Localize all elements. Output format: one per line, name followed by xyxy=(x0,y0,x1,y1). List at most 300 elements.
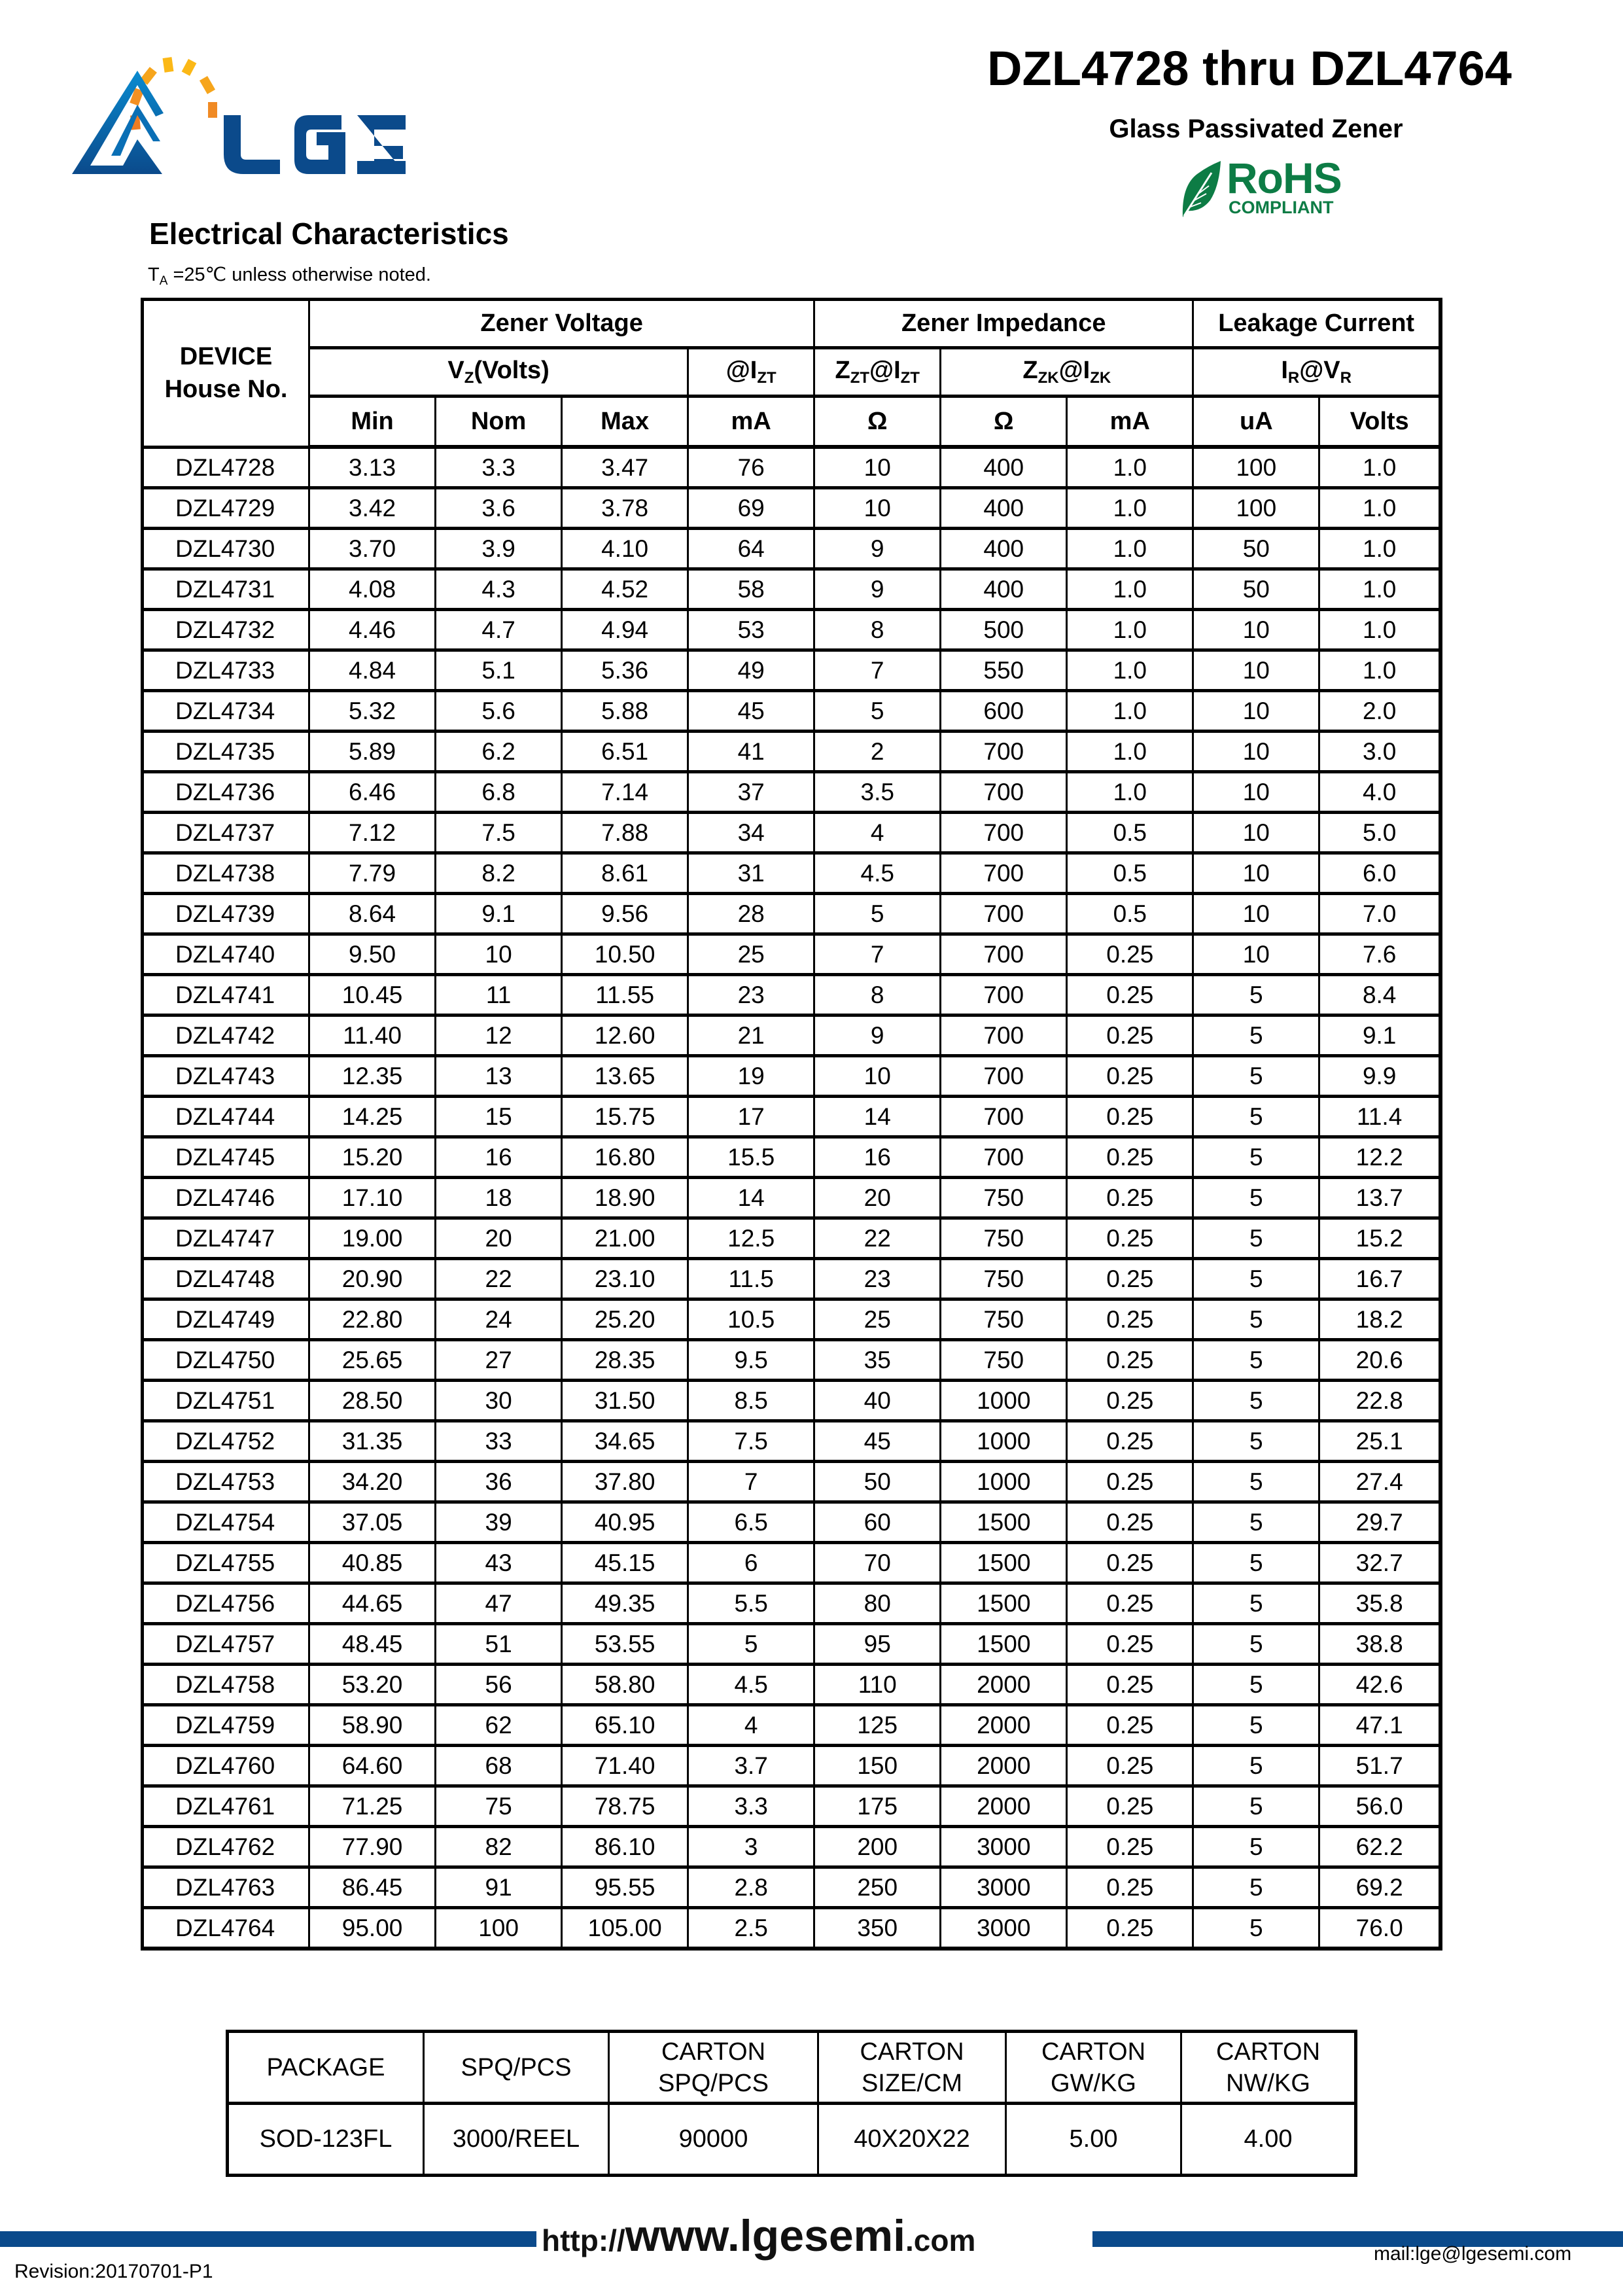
cell-izt: 25 xyxy=(688,934,814,975)
cell-vr: 15.2 xyxy=(1319,1218,1440,1259)
cell-ir: 10 xyxy=(1193,772,1319,813)
cell-vz-nom: 8.2 xyxy=(436,853,562,894)
cell-izk: 0.25 xyxy=(1067,1502,1193,1543)
cell-vz-min: 71.25 xyxy=(309,1786,436,1827)
cell-vz-max: 16.80 xyxy=(562,1137,688,1178)
cell-zzt: 80 xyxy=(814,1583,941,1624)
package-value-carton-nw: 4.00 xyxy=(1181,2104,1356,2176)
cell-vz-min: 4.08 xyxy=(309,569,436,610)
cell-vz-nom: 20 xyxy=(436,1218,562,1259)
cell-ir: 5 xyxy=(1193,1908,1319,1949)
cell-vz-max: 4.10 xyxy=(562,529,688,569)
table-row xyxy=(143,650,1441,691)
cell-ir: 5 xyxy=(1193,1016,1319,1056)
cell-vz-nom: 3.6 xyxy=(436,488,562,529)
cell-ir: 5 xyxy=(1193,1259,1319,1299)
cell-vr: 6.0 xyxy=(1319,853,1440,894)
cell-zzt: 45 xyxy=(814,1421,941,1462)
cell-izt: 7 xyxy=(688,1462,814,1502)
cell-vz-nom: 12 xyxy=(436,1016,562,1056)
cell-vr: 62.2 xyxy=(1319,1827,1440,1867)
cell-zzk: 750 xyxy=(941,1218,1067,1259)
cell-vz-nom: 51 xyxy=(436,1624,562,1665)
package-value-package: SOD-123FL xyxy=(228,2104,424,2176)
cell-izt: 76 xyxy=(688,447,814,488)
cell-vr: 1.0 xyxy=(1319,529,1440,569)
cell-ir: 5 xyxy=(1193,1543,1319,1583)
table-row xyxy=(143,447,1441,488)
cell-device: DZL4759 xyxy=(143,1705,309,1746)
rohs-badge xyxy=(1178,154,1354,220)
table-row xyxy=(143,691,1441,732)
cell-izk: 0.25 xyxy=(1067,1786,1193,1827)
cell-vz-nom: 36 xyxy=(436,1462,562,1502)
cell-izk: 0.25 xyxy=(1067,1218,1193,1259)
cell-device: DZL4735 xyxy=(143,732,309,772)
cell-zzt: 10 xyxy=(814,1056,941,1097)
cell-vz-nom: 13 xyxy=(436,1056,562,1097)
package-header-spq xyxy=(424,2032,609,2104)
cell-vz-min: 3.42 xyxy=(309,488,436,529)
cell-vz-max: 21.00 xyxy=(562,1218,688,1259)
cell-zzt: 7 xyxy=(814,934,941,975)
package-header-carton-size xyxy=(818,2032,1006,2104)
cell-vz-min: 19.00 xyxy=(309,1218,436,1259)
cell-zzk: 1500 xyxy=(941,1543,1067,1583)
cell-vz-max: 25.20 xyxy=(562,1299,688,1340)
cell-vz-nom: 10 xyxy=(436,934,562,975)
cell-izt: 6 xyxy=(688,1543,814,1583)
cell-ir: 100 xyxy=(1193,447,1319,488)
cell-ir: 50 xyxy=(1193,529,1319,569)
cell-izk: 0.5 xyxy=(1067,894,1193,934)
cell-izk: 0.25 xyxy=(1067,1543,1193,1583)
cell-zzk: 400 xyxy=(941,569,1067,610)
unit-header-zzt-ohm: Ω xyxy=(814,397,941,448)
cell-vz-min: 12.35 xyxy=(309,1056,436,1097)
cell-device: DZL4729 xyxy=(143,488,309,529)
table-row xyxy=(143,1705,1441,1746)
cell-izt: 23 xyxy=(688,975,814,1016)
cell-zzk: 700 xyxy=(941,772,1067,813)
cell-device: DZL4750 xyxy=(143,1340,309,1381)
cell-izk: 0.25 xyxy=(1067,1299,1193,1340)
package-header-line: CARTON xyxy=(860,2038,964,2066)
cell-device: DZL4745 xyxy=(143,1137,309,1178)
cell-vz-min: 64.60 xyxy=(309,1746,436,1786)
cell-izk: 0.5 xyxy=(1067,853,1193,894)
cell-vz-max: 12.60 xyxy=(562,1016,688,1056)
lge-logo-icon xyxy=(72,31,478,182)
cell-ir: 5 xyxy=(1193,1462,1319,1502)
cell-vr: 1.0 xyxy=(1319,650,1440,691)
cell-vz-nom: 18 xyxy=(436,1178,562,1218)
cell-vz-nom: 82 xyxy=(436,1827,562,1867)
vz-header: $V_Z(Volts)$ xyxy=(309,348,688,397)
cell-izt: 2.8 xyxy=(688,1867,814,1908)
table-row xyxy=(143,1340,1441,1381)
unit-header-ir-ua: uA xyxy=(1193,397,1319,448)
cell-vr: 5.0 xyxy=(1319,813,1440,853)
cell-izk: 1.0 xyxy=(1067,488,1193,529)
cell-vz-max: 6.51 xyxy=(562,732,688,772)
cell-vr: 18.2 xyxy=(1319,1299,1440,1340)
table-row xyxy=(143,1056,1441,1097)
cell-vz-max: 105.00 xyxy=(562,1908,688,1949)
cell-vz-min: 17.10 xyxy=(309,1178,436,1218)
cell-izt: 58 xyxy=(688,569,814,610)
cell-ir: 10 xyxy=(1193,934,1319,975)
cell-izt: 4 xyxy=(688,1705,814,1746)
cell-izk: 0.25 xyxy=(1067,1016,1193,1056)
cell-izt: 15.5 xyxy=(688,1137,814,1178)
cell-vz-nom: 39 xyxy=(436,1502,562,1543)
package-header-line: NW/KG xyxy=(1226,2069,1310,2097)
package-header-line: CARTON xyxy=(1215,2038,1321,2066)
cell-vr: 69.2 xyxy=(1319,1867,1440,1908)
cell-izt: 3.7 xyxy=(688,1746,814,1786)
cell-zzt: 35 xyxy=(814,1340,941,1381)
cell-vz-min: 14.25 xyxy=(309,1097,436,1137)
cell-zzt: 5 xyxy=(814,691,941,732)
cell-zzk: 700 xyxy=(941,853,1067,894)
cell-zzt: 50 xyxy=(814,1462,941,1502)
cell-vz-nom: 9.1 xyxy=(436,894,562,934)
cell-zzt: 9 xyxy=(814,569,941,610)
cell-device: DZL4752 xyxy=(143,1421,309,1462)
cell-izk: 0.25 xyxy=(1067,1665,1193,1705)
table-row xyxy=(143,1259,1441,1299)
cell-ir: 5 xyxy=(1193,1502,1319,1543)
cell-device: DZL4763 xyxy=(143,1867,309,1908)
cell-zzt: 7 xyxy=(814,650,941,691)
package-header-line: CARTON xyxy=(661,2038,766,2066)
cell-device: DZL4743 xyxy=(143,1056,309,1097)
table-row xyxy=(143,1583,1441,1624)
cell-device: DZL4753 xyxy=(143,1462,309,1502)
cell-zzt: 8 xyxy=(814,610,941,650)
cell-vz-nom: 3.3 xyxy=(436,447,562,488)
cell-izk: 0.25 xyxy=(1067,1462,1193,1502)
cell-vz-max: 49.35 xyxy=(562,1583,688,1624)
cell-device: DZL4730 xyxy=(143,529,309,569)
cell-izk: 0.5 xyxy=(1067,813,1193,853)
table-row xyxy=(143,1218,1441,1259)
cell-ir: 5 xyxy=(1193,1786,1319,1827)
table-row xyxy=(143,529,1441,569)
cell-device: DZL4733 xyxy=(143,650,309,691)
footer-bar-left xyxy=(0,2231,536,2247)
cell-device: DZL4754 xyxy=(143,1502,309,1543)
table-row xyxy=(143,1381,1441,1421)
cell-ir: 5 xyxy=(1193,1746,1319,1786)
cell-zzt: 350 xyxy=(814,1908,941,1949)
cell-vz-max: 71.40 xyxy=(562,1746,688,1786)
condition-subscript: A xyxy=(159,274,168,288)
cell-ir: 5 xyxy=(1193,1218,1319,1259)
table-row xyxy=(143,894,1441,934)
cell-izt: 6.5 xyxy=(688,1502,814,1543)
cell-ir: 5 xyxy=(1193,975,1319,1016)
cell-zzt: 110 xyxy=(814,1665,941,1705)
cell-zzt: 10 xyxy=(814,447,941,488)
document-subtitle: Glass Passivated Zener xyxy=(1109,115,1403,143)
table-row xyxy=(143,1543,1441,1583)
cell-vz-nom: 15 xyxy=(436,1097,562,1137)
leakage-current-header: Leakage Current xyxy=(1193,300,1440,348)
cell-izt: 12.5 xyxy=(688,1218,814,1259)
table-row xyxy=(143,610,1441,650)
cell-izt: 7.5 xyxy=(688,1421,814,1462)
cell-vz-max: 95.55 xyxy=(562,1867,688,1908)
cell-zzt: 9 xyxy=(814,1016,941,1056)
lge-wordmark xyxy=(224,115,406,174)
cell-vz-nom: 91 xyxy=(436,1867,562,1908)
cell-vz-nom: 100 xyxy=(436,1908,562,1949)
cell-device: DZL4749 xyxy=(143,1299,309,1340)
cell-vr: 8.4 xyxy=(1319,975,1440,1016)
cell-vz-min: 44.65 xyxy=(309,1583,436,1624)
cell-vz-max: 18.90 xyxy=(562,1178,688,1218)
cell-vz-nom: 6.2 xyxy=(436,732,562,772)
contact-email[interactable]: mail:lge@lgesemi.com xyxy=(1374,2243,1572,2265)
cell-izk: 0.25 xyxy=(1067,975,1193,1016)
cell-vz-nom: 24 xyxy=(436,1299,562,1340)
table-row xyxy=(143,934,1441,975)
cell-zzk: 2000 xyxy=(941,1746,1067,1786)
cell-vz-max: 65.10 xyxy=(562,1705,688,1746)
cell-vz-nom: 22 xyxy=(436,1259,562,1299)
cell-vz-max: 4.52 xyxy=(562,569,688,610)
table-row xyxy=(143,1827,1441,1867)
cell-ir: 5 xyxy=(1193,1381,1319,1421)
cell-vz-nom: 33 xyxy=(436,1421,562,1462)
cell-vz-nom: 7.5 xyxy=(436,813,562,853)
cell-vz-max: 4.94 xyxy=(562,610,688,650)
cell-izt: 45 xyxy=(688,691,814,732)
table-row xyxy=(143,975,1441,1016)
device-header-line2: House No. xyxy=(164,376,288,404)
cell-ir: 5 xyxy=(1193,1299,1319,1340)
url-main: www.lgesemi xyxy=(625,2211,906,2261)
cell-vz-max: 3.47 xyxy=(562,447,688,488)
package-header-carton-spq xyxy=(609,2032,818,2104)
cell-ir: 10 xyxy=(1193,813,1319,853)
company-logo xyxy=(72,31,478,182)
cell-vz-max: 15.75 xyxy=(562,1097,688,1137)
cell-zzt: 8 xyxy=(814,975,941,1016)
cell-izk: 1.0 xyxy=(1067,772,1193,813)
cell-ir: 5 xyxy=(1193,1705,1319,1746)
table-row xyxy=(143,1016,1441,1056)
cell-device: DZL4751 xyxy=(143,1381,309,1421)
cell-izt: 3.3 xyxy=(688,1786,814,1827)
cell-zzk: 2000 xyxy=(941,1665,1067,1705)
table-row xyxy=(143,732,1441,772)
cell-izk: 1.0 xyxy=(1067,569,1193,610)
cell-izk: 1.0 xyxy=(1067,691,1193,732)
table-row xyxy=(143,569,1441,610)
cell-zzk: 600 xyxy=(941,691,1067,732)
cell-vz-min: 48.45 xyxy=(309,1624,436,1665)
cell-vz-max: 13.65 xyxy=(562,1056,688,1097)
cell-vz-min: 4.84 xyxy=(309,650,436,691)
cell-vr: 11.4 xyxy=(1319,1097,1440,1137)
cell-izk: 0.25 xyxy=(1067,1746,1193,1786)
table-row xyxy=(143,1137,1441,1178)
cell-zzk: 1000 xyxy=(941,1462,1067,1502)
cell-vz-nom: 5.6 xyxy=(436,691,562,732)
cell-vr: 13.7 xyxy=(1319,1178,1440,1218)
cell-vz-min: 8.64 xyxy=(309,894,436,934)
cell-izt: 49 xyxy=(688,650,814,691)
package-value-carton-gw: 5.00 xyxy=(1006,2104,1181,2176)
cell-vz-min: 7.12 xyxy=(309,813,436,853)
unit-header-zzk-ohm: Ω xyxy=(941,397,1067,448)
cell-izt: 37 xyxy=(688,772,814,813)
cell-vz-nom: 27 xyxy=(436,1340,562,1381)
cell-vr: 27.4 xyxy=(1319,1462,1440,1502)
cell-izk: 0.25 xyxy=(1067,1340,1193,1381)
cell-zzt: 200 xyxy=(814,1827,941,1867)
cell-vr: 20.6 xyxy=(1319,1340,1440,1381)
package-header-carton-nw xyxy=(1181,2032,1356,2104)
cell-vz-max: 10.50 xyxy=(562,934,688,975)
cell-vr: 16.7 xyxy=(1319,1259,1440,1299)
table-row xyxy=(143,1665,1441,1705)
cell-zzk: 700 xyxy=(941,1097,1067,1137)
cell-device: DZL4740 xyxy=(143,934,309,975)
cell-zzk: 700 xyxy=(941,894,1067,934)
table-row xyxy=(143,1786,1441,1827)
cell-vr: 76.0 xyxy=(1319,1908,1440,1949)
cell-izt: 5.5 xyxy=(688,1583,814,1624)
cell-ir: 5 xyxy=(1193,1056,1319,1097)
cell-vr: 4.0 xyxy=(1319,772,1440,813)
cell-zzt: 3.5 xyxy=(814,772,941,813)
url-prefix: http:// xyxy=(542,2223,625,2257)
cell-vz-nom: 56 xyxy=(436,1665,562,1705)
cell-zzt: 250 xyxy=(814,1867,941,1908)
cell-izt: 2.5 xyxy=(688,1908,814,1949)
cell-zzt: 60 xyxy=(814,1502,941,1543)
cell-vr: 42.6 xyxy=(1319,1665,1440,1705)
package-header-line: GW/KG xyxy=(1051,2069,1136,2097)
cell-vz-min: 15.20 xyxy=(309,1137,436,1178)
cell-zzk: 2000 xyxy=(941,1705,1067,1746)
cell-zzt: 125 xyxy=(814,1705,941,1746)
cell-zzk: 1500 xyxy=(941,1624,1067,1665)
cell-zzk: 3000 xyxy=(941,1867,1067,1908)
document-title: DZL4728 thru DZL4764 xyxy=(987,41,1512,96)
cell-device: DZL4734 xyxy=(143,691,309,732)
cell-vz-max: 34.65 xyxy=(562,1421,688,1462)
cell-izk: 0.25 xyxy=(1067,1421,1193,1462)
cell-izk: 0.25 xyxy=(1067,1178,1193,1218)
cell-zzk: 750 xyxy=(941,1259,1067,1299)
cell-device: DZL4758 xyxy=(143,1665,309,1705)
cell-ir: 5 xyxy=(1193,1097,1319,1137)
unit-header-min: Min xyxy=(309,397,436,448)
cell-ir: 10 xyxy=(1193,732,1319,772)
device-header-line1: DEVICE xyxy=(179,343,273,371)
cell-zzk: 700 xyxy=(941,1137,1067,1178)
cell-zzt: 40 xyxy=(814,1381,941,1421)
cell-zzk: 1500 xyxy=(941,1583,1067,1624)
zzk-header: $Z_{ZK}@I_{ZK}$ xyxy=(941,348,1193,397)
cell-izt: 5 xyxy=(688,1624,814,1665)
unit-header-izt-ma: mA xyxy=(688,397,814,448)
cell-zzt: 10 xyxy=(814,488,941,529)
condition-symbol: T xyxy=(148,264,160,285)
cell-device: DZL4737 xyxy=(143,813,309,853)
cell-vr: 51.7 xyxy=(1319,1746,1440,1786)
cell-izk: 0.25 xyxy=(1067,1624,1193,1665)
table-row xyxy=(143,853,1441,894)
cell-zzt: 4 xyxy=(814,813,941,853)
cell-zzk: 700 xyxy=(941,813,1067,853)
cell-device: DZL4747 xyxy=(143,1218,309,1259)
cell-izk: 0.25 xyxy=(1067,1827,1193,1867)
cell-zzk: 750 xyxy=(941,1178,1067,1218)
cell-vz-min: 34.20 xyxy=(309,1462,436,1502)
cell-izt: 31 xyxy=(688,853,814,894)
cell-ir: 5 xyxy=(1193,1421,1319,1462)
cell-vz-nom: 43 xyxy=(436,1543,562,1583)
website-link[interactable] xyxy=(542,2210,975,2261)
rohs-label: RoHS xyxy=(1227,154,1342,202)
cell-device: DZL4738 xyxy=(143,853,309,894)
table-row xyxy=(143,1462,1441,1502)
table-row xyxy=(143,1097,1441,1137)
cell-vz-min: 53.20 xyxy=(309,1665,436,1705)
cell-vz-max: 45.15 xyxy=(562,1543,688,1583)
cell-vz-min: 11.40 xyxy=(309,1016,436,1056)
cell-vz-max: 31.50 xyxy=(562,1381,688,1421)
cell-vr: 7.6 xyxy=(1319,934,1440,975)
cell-ir: 5 xyxy=(1193,1340,1319,1381)
cell-zzk: 400 xyxy=(941,529,1067,569)
cell-vr: 9.9 xyxy=(1319,1056,1440,1097)
package-header-row xyxy=(228,2032,1356,2104)
cell-izt: 14 xyxy=(688,1178,814,1218)
cell-izt: 53 xyxy=(688,610,814,650)
table-row xyxy=(143,1502,1441,1543)
cell-device: DZL4728 xyxy=(143,447,309,488)
cell-vr: 29.7 xyxy=(1319,1502,1440,1543)
cell-izk: 1.0 xyxy=(1067,732,1193,772)
cell-vz-min: 9.50 xyxy=(309,934,436,975)
cell-vz-max: 7.88 xyxy=(562,813,688,853)
cell-vr: 25.1 xyxy=(1319,1421,1440,1462)
cell-vz-min: 40.85 xyxy=(309,1543,436,1583)
cell-zzk: 700 xyxy=(941,732,1067,772)
cell-izt: 17 xyxy=(688,1097,814,1137)
cell-vz-nom: 4.7 xyxy=(436,610,562,650)
cell-zzt: 150 xyxy=(814,1746,941,1786)
cell-vz-min: 58.90 xyxy=(309,1705,436,1746)
cell-vr: 1.0 xyxy=(1319,488,1440,529)
cell-zzk: 1000 xyxy=(941,1421,1067,1462)
cell-ir: 10 xyxy=(1193,610,1319,650)
table-body xyxy=(143,447,1441,1949)
device-column-header xyxy=(143,300,309,448)
cell-izk: 1.0 xyxy=(1067,610,1193,650)
cell-izk: 0.25 xyxy=(1067,934,1193,975)
cell-izk: 0.25 xyxy=(1067,1056,1193,1097)
package-header-line: PACKAGE xyxy=(266,2053,385,2081)
cell-vr: 2.0 xyxy=(1319,691,1440,732)
